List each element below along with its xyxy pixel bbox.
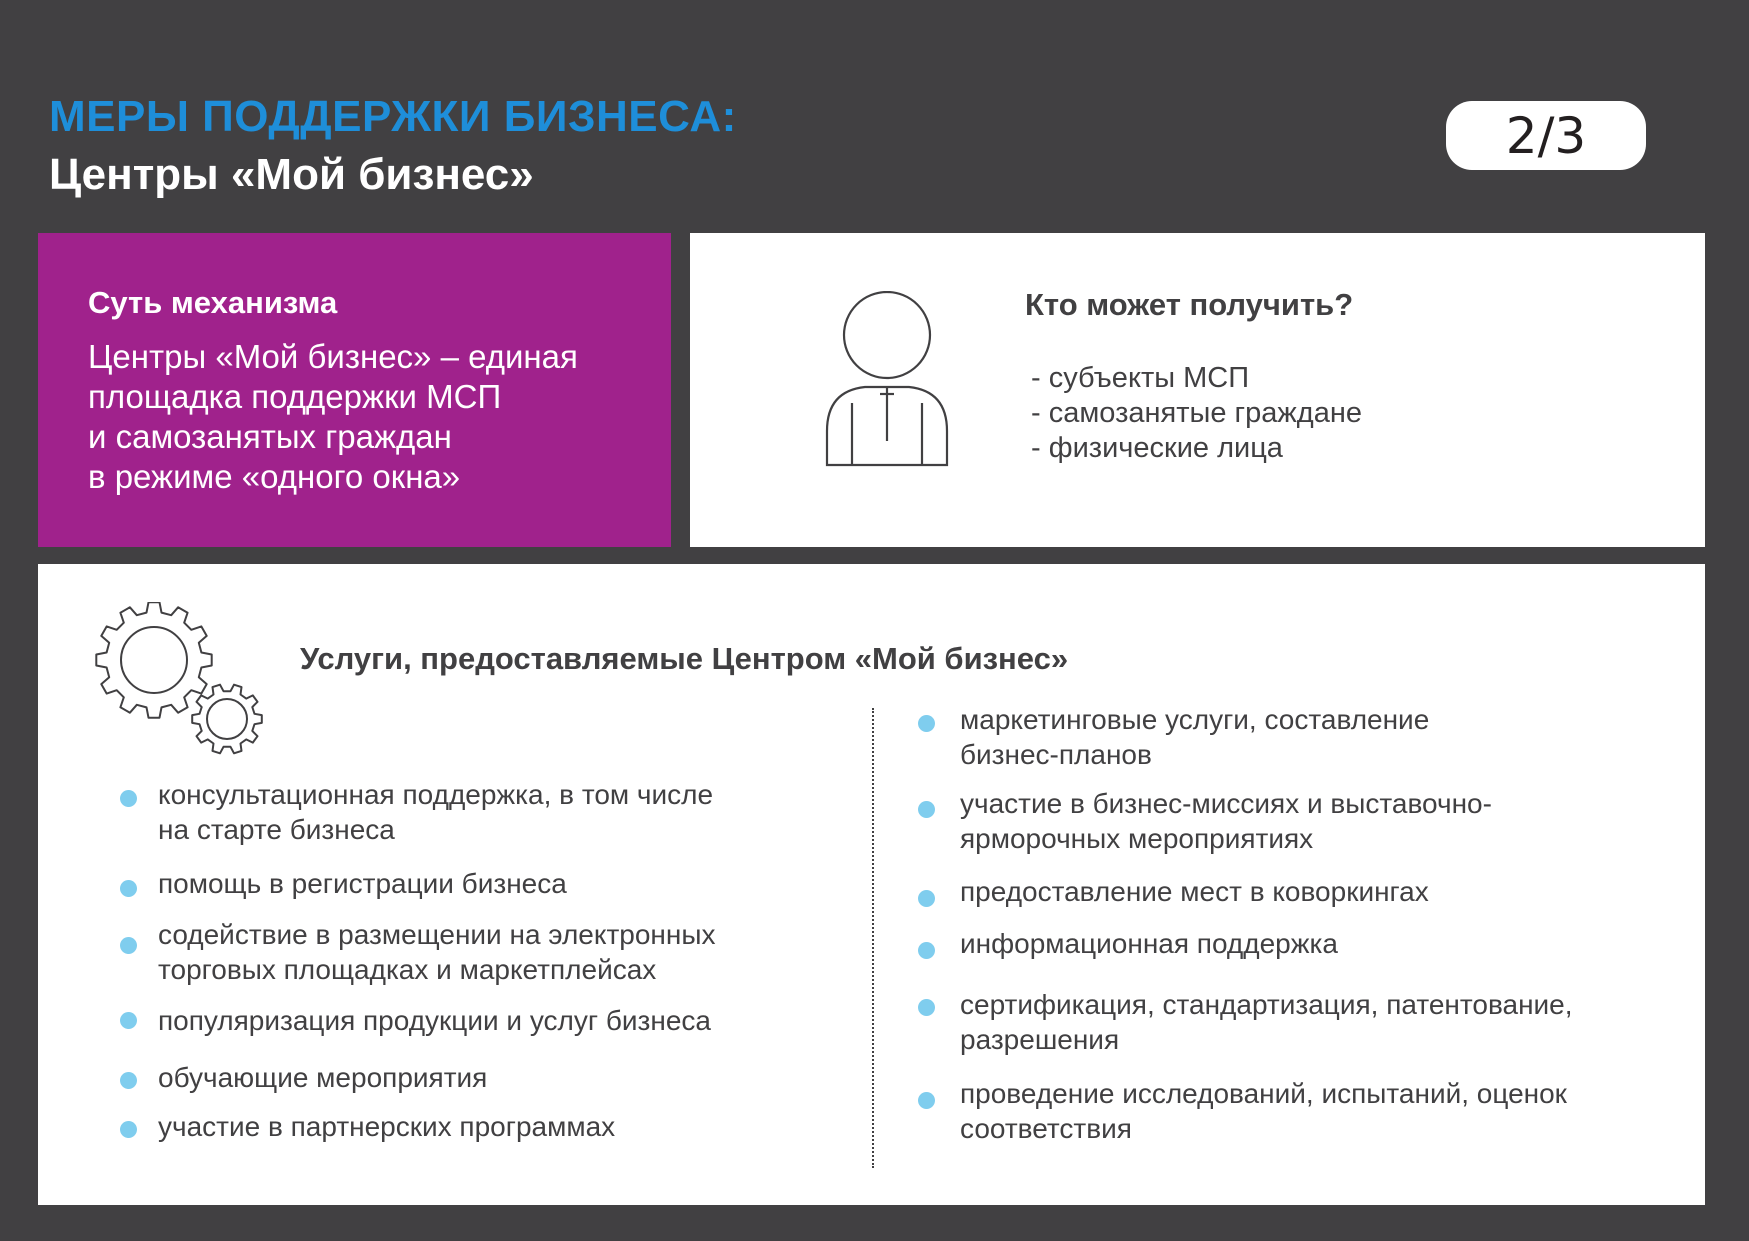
page-title-line1: МЕРЫ ПОДДЕРЖКИ БИЗНЕСА: (49, 92, 737, 141)
bullet-dot (120, 790, 137, 807)
service-item: консультационная поддержка, в том числе на старте бизнеса (158, 779, 714, 845)
service-item: популяризация продукции и услуг бизнеса (158, 1005, 711, 1036)
mechanism-panel (38, 233, 671, 547)
service-item: участие в бизнес-миссиях и выставочно- ярморочных мероприятиях (960, 788, 1492, 854)
mechanism-heading: Суть механизма (88, 285, 338, 320)
eligibility-heading: Кто может получить? (1025, 287, 1354, 322)
services-heading: Услуги, предоставляемые Центром «Мой бизнес» (300, 641, 1069, 676)
service-item: участие в партнерских программах (158, 1111, 616, 1142)
service-item: сертификация, стандартизация, патентование, разрешения (960, 989, 1573, 1055)
bullet-dot (120, 937, 137, 954)
bullet-dot (918, 801, 935, 818)
service-item: предоставление мест в коворкингах (960, 876, 1429, 907)
person-icon (825, 291, 949, 467)
bullet-dot (120, 1072, 137, 1089)
bullet-dot (918, 999, 935, 1016)
gears-icon (94, 602, 264, 760)
service-item: маркетинговые услуги, составление бизнес-планов (960, 704, 1430, 770)
service-item: обучающие мероприятия (158, 1062, 488, 1093)
bullet-dot (120, 1012, 137, 1029)
bullet-dot (918, 942, 935, 959)
eligibility-panel (690, 233, 1705, 547)
bullet-dot (120, 1121, 137, 1138)
page-indicator-badge: 2/3 (1446, 101, 1646, 170)
services-panel (38, 564, 1705, 1205)
bullet-dot (918, 1092, 935, 1109)
list-item: - субъекты МСП (1031, 362, 1250, 394)
service-item: содействие в размещении на электронных торговых площадках и маркетплейсах (158, 919, 716, 985)
bullet-dot (918, 715, 935, 732)
service-item: помощь в регистрации бизнеса (158, 868, 567, 899)
eligibility-list (1031, 361, 1362, 466)
bullet-dot (918, 890, 935, 907)
page-title-line2: Центры «Мой бизнес» (49, 150, 534, 199)
list-item: - физические лица (1031, 432, 1283, 464)
bullet-dot (120, 880, 137, 897)
service-item: проведение исследований, испытаний, оценок соответствия (960, 1078, 1567, 1144)
list-item: - самозанятые граждане (1031, 397, 1362, 429)
service-item: информационная поддержка (960, 928, 1338, 959)
mechanism-description: Центры «Мой бизнес» – единая площадка поддержки МСП и самозанятых граждан в режиме «одного окна» (88, 338, 578, 495)
column-divider (872, 708, 874, 1168)
